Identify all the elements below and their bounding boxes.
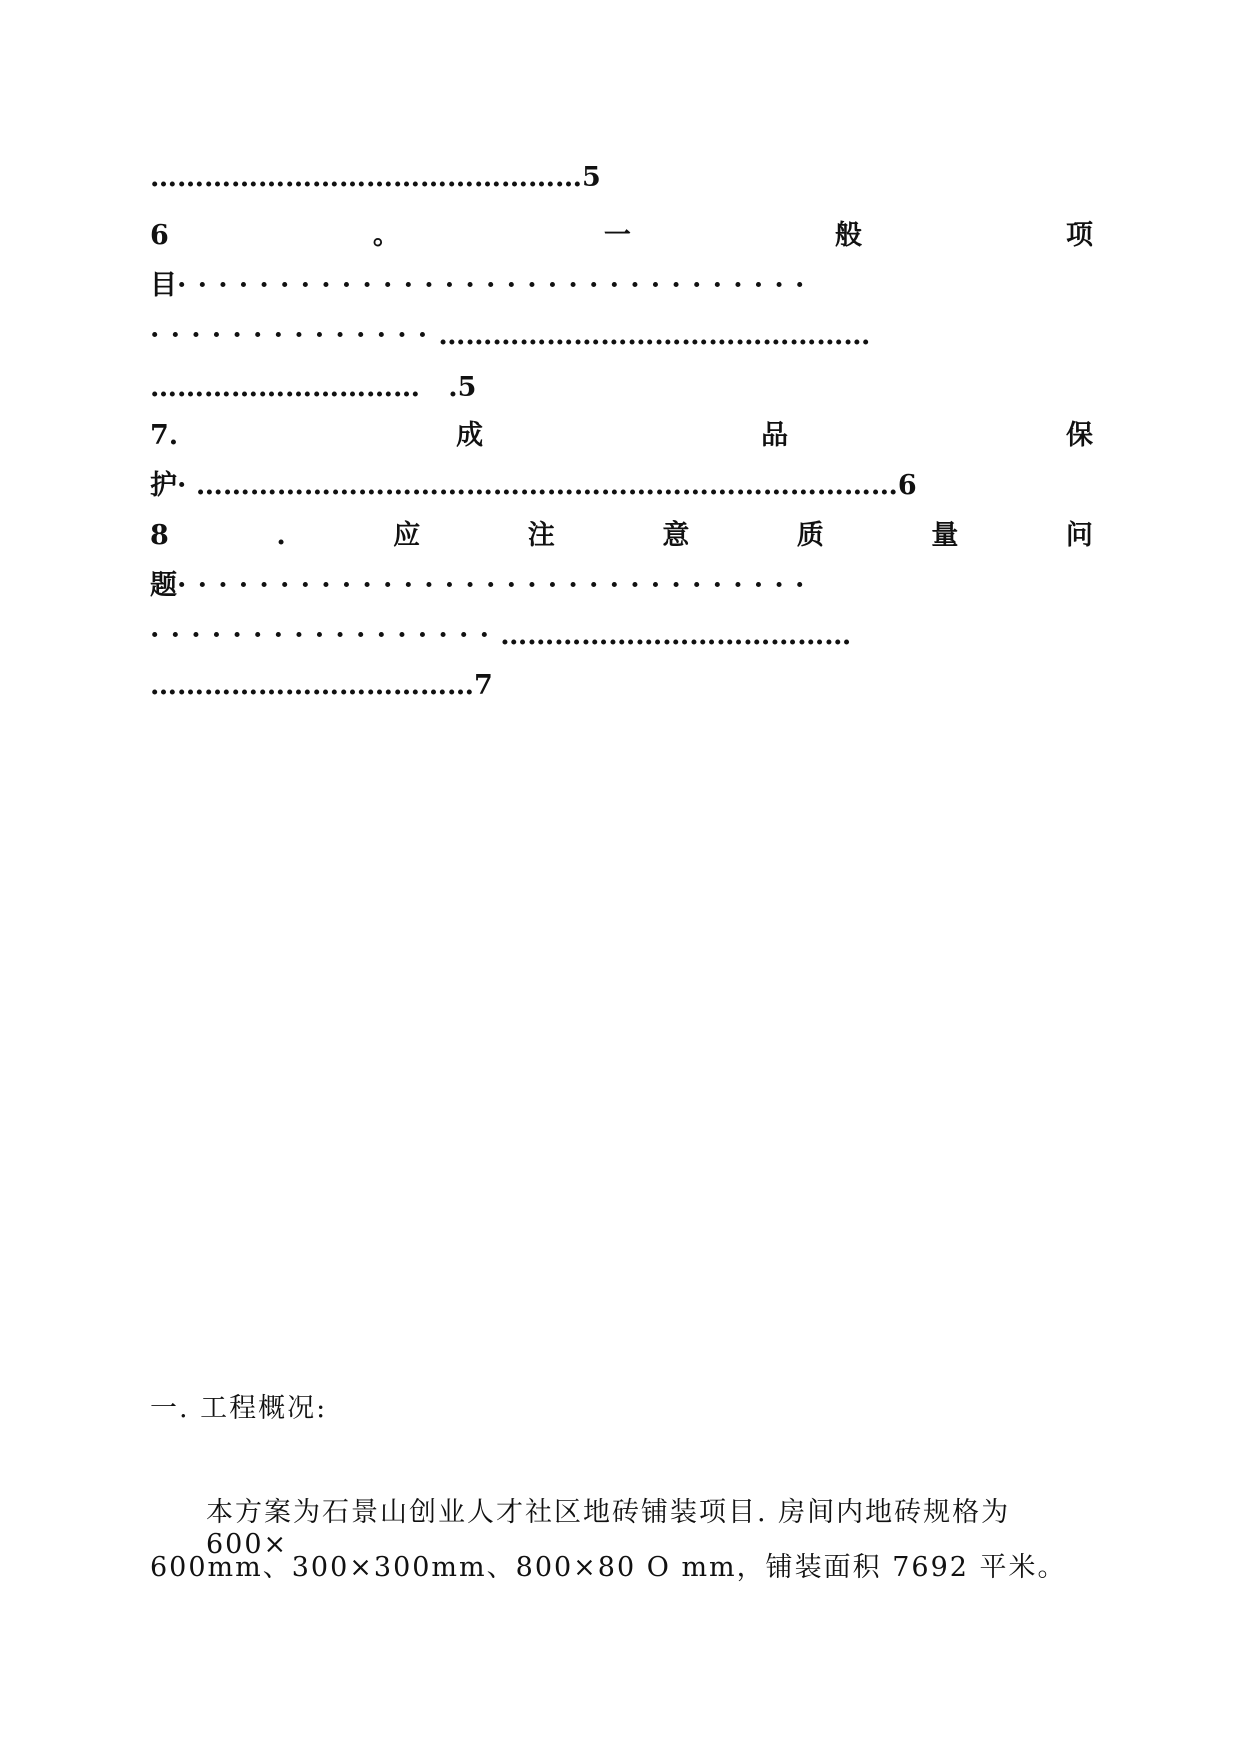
toc-item-7-part: 7. [150,420,179,451]
toc-line [150,368,1093,408]
section-paragraph-line: 本方案为石景山创业人才社区地砖铺装项目. 房间内地砖规格为 600× [206,1497,1011,1560]
toc-item-7-part: 品 [761,420,789,451]
toc-item-8-part: 注 [527,520,555,551]
toc-item-6-part: 6 [150,220,169,251]
toc-leader-dots: ………………………………7 [150,670,493,701]
toc-item-8-part: . [276,520,286,551]
toc-item-6[interactable] [150,216,1093,256]
toc-leader-dots: ………………………………………… [438,320,871,351]
section-heading: 一. 工程概况: [150,1393,328,1424]
toc-item-6-part: 。 [372,220,400,251]
toc-leader-dots: ………………………………… [500,620,852,651]
toc-leader-dots: ······························· [177,570,816,601]
toc-leader-dots: ………………………… [150,372,420,403]
toc-line [150,566,1093,606]
toc-line [150,666,1093,706]
toc-item-6-part: 一 [603,220,631,251]
toc-item-8-part: 应 [393,520,421,551]
toc-line [150,316,1093,356]
toc-line [150,616,1093,656]
toc-page-number: .5 [448,372,477,403]
toc-item-7-part: 成 [456,420,484,451]
toc-item-8-part: 8 [150,520,169,551]
toc-item-6-lead: 目 [150,270,177,301]
toc-item-8-part: 量 [931,520,959,551]
toc-line [150,158,1093,198]
toc-item-8-lead: 题 [150,570,177,601]
toc-item-7-part: 保 [1066,420,1093,451]
toc-leader-dots: ······························· [177,270,816,301]
toc-item-7[interactable] [150,416,1093,456]
toc-leader-dots: ················· [150,620,501,651]
section-paragraph-line: 600mm、300×300mm、800×80 O mm，铺装面积 7692 平米。 [150,1552,1067,1583]
toc-item-6-part: 项 [1065,220,1093,251]
toc-leader-dots: ……………………………………………………………………6 [195,470,917,501]
toc-leader-dots: · [177,470,187,501]
toc-item-8[interactable] [150,516,1093,556]
toc-item-8-part: 意 [662,520,690,551]
toc-item-8-part: 质 [796,520,824,551]
toc-leader-dots: ·············· [150,320,439,351]
toc-item-6-part: 般 [834,220,862,251]
toc-leader-dots: …………………………………………5 [150,162,601,193]
toc-item-8-part: 问 [1065,520,1093,551]
toc-line [150,266,1093,306]
toc-item-7-lead: 护 [150,470,177,501]
toc-line [150,466,1093,506]
